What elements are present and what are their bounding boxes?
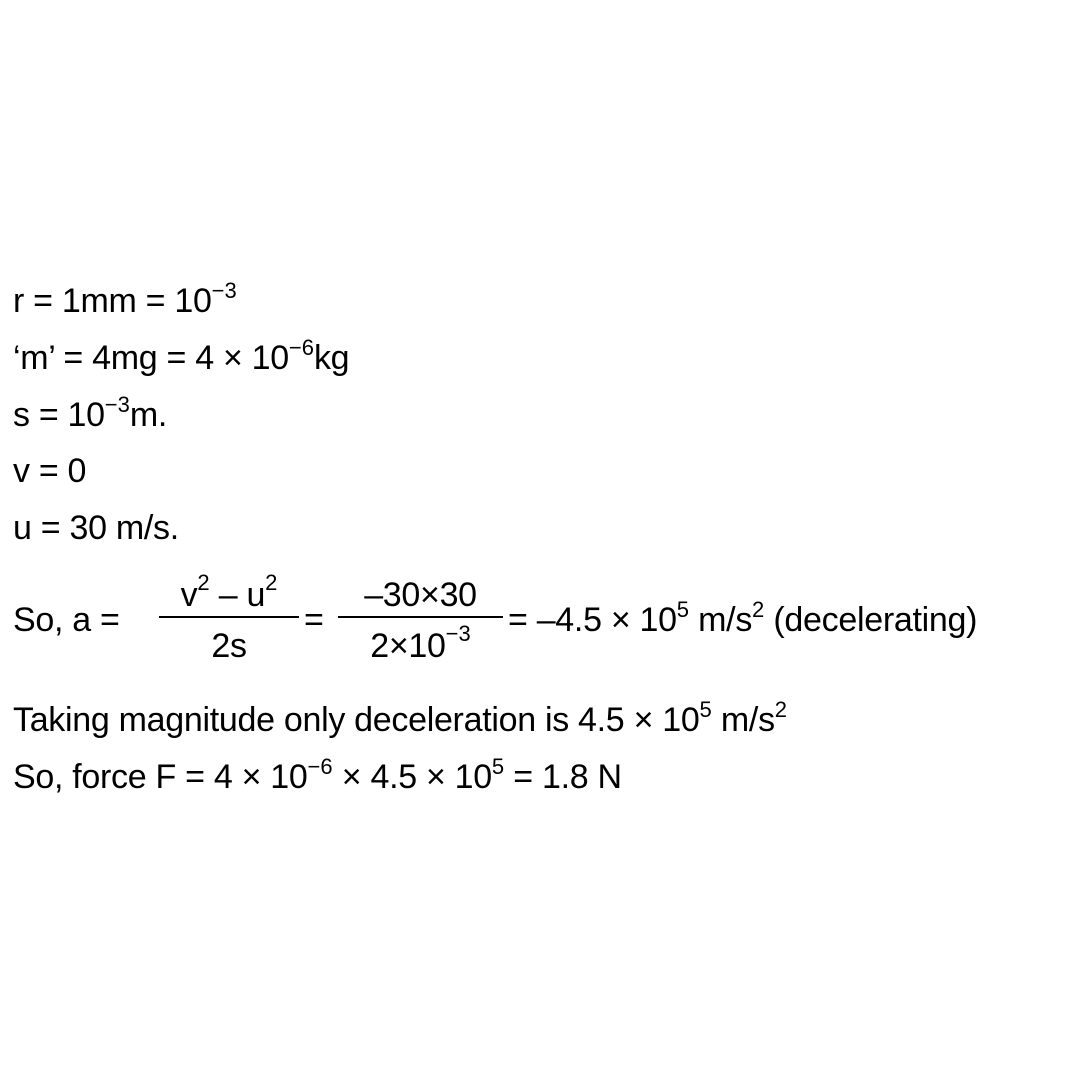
equals-sign: =: [304, 601, 324, 639]
magnitude-text: Taking magnitude only deceleration is 4.5 × 10: [13, 701, 700, 739]
force-result: = 1.8 N: [504, 758, 622, 796]
radius-text: r = 1mm = 10: [13, 282, 212, 320]
force-exponent-1: −6: [307, 754, 333, 779]
force-line: [13, 754, 622, 797]
distance-unit: m.: [129, 396, 168, 434]
force-text: So, force F = 4 × 10: [13, 758, 308, 796]
force-mid: × 4.5 × 10: [332, 758, 492, 796]
numerator-v: v: [180, 576, 198, 614]
fraction-kinematic: [159, 570, 299, 668]
result-value: = –4.5 × 10: [508, 601, 677, 639]
magnitude-line: [13, 697, 788, 740]
force-exponent-2: 5: [491, 754, 505, 779]
radius-exponent: −3: [211, 278, 237, 303]
numerator-v-exponent: 2: [197, 570, 210, 595]
result-note: (decelerating): [764, 601, 978, 639]
mass-exponent: −6: [288, 335, 314, 360]
result-exponent: 5: [676, 597, 689, 622]
denominator-text: 2×10: [370, 627, 446, 665]
distance-line: [13, 392, 168, 435]
fraction-numeric: [338, 570, 503, 668]
result-unit-exponent: 2: [752, 597, 765, 622]
final-velocity-line: v = 0: [13, 452, 87, 490]
acceleration-result: [508, 597, 978, 640]
numerator-minus-u: – u: [209, 576, 266, 614]
fraction-kinematic-numerator: [159, 570, 299, 616]
mass-unit: kg: [313, 339, 350, 377]
acceleration-label: So, a =: [13, 601, 120, 639]
fraction-numeric-numerator: –30×30: [364, 576, 477, 614]
result-unit: m/s: [689, 601, 753, 639]
magnitude-exponent: 5: [699, 697, 712, 722]
numerator-u-exponent: 2: [265, 570, 278, 595]
radius-line: [13, 278, 237, 321]
fraction-numeric-denominator: [338, 618, 503, 668]
denominator-exponent: −3: [445, 621, 471, 646]
initial-velocity-line: u = 30 m/s.: [13, 509, 179, 547]
distance-exponent: −3: [104, 392, 130, 417]
magnitude-unit: m/s: [711, 701, 775, 739]
mass-text: ‘m’ = 4mg = 4 × 10: [13, 339, 289, 377]
magnitude-unit-exponent: 2: [774, 697, 788, 722]
distance-text: s = 10: [13, 396, 105, 434]
mass-line: [13, 335, 350, 378]
fraction-kinematic-denominator: 2s: [211, 627, 247, 665]
